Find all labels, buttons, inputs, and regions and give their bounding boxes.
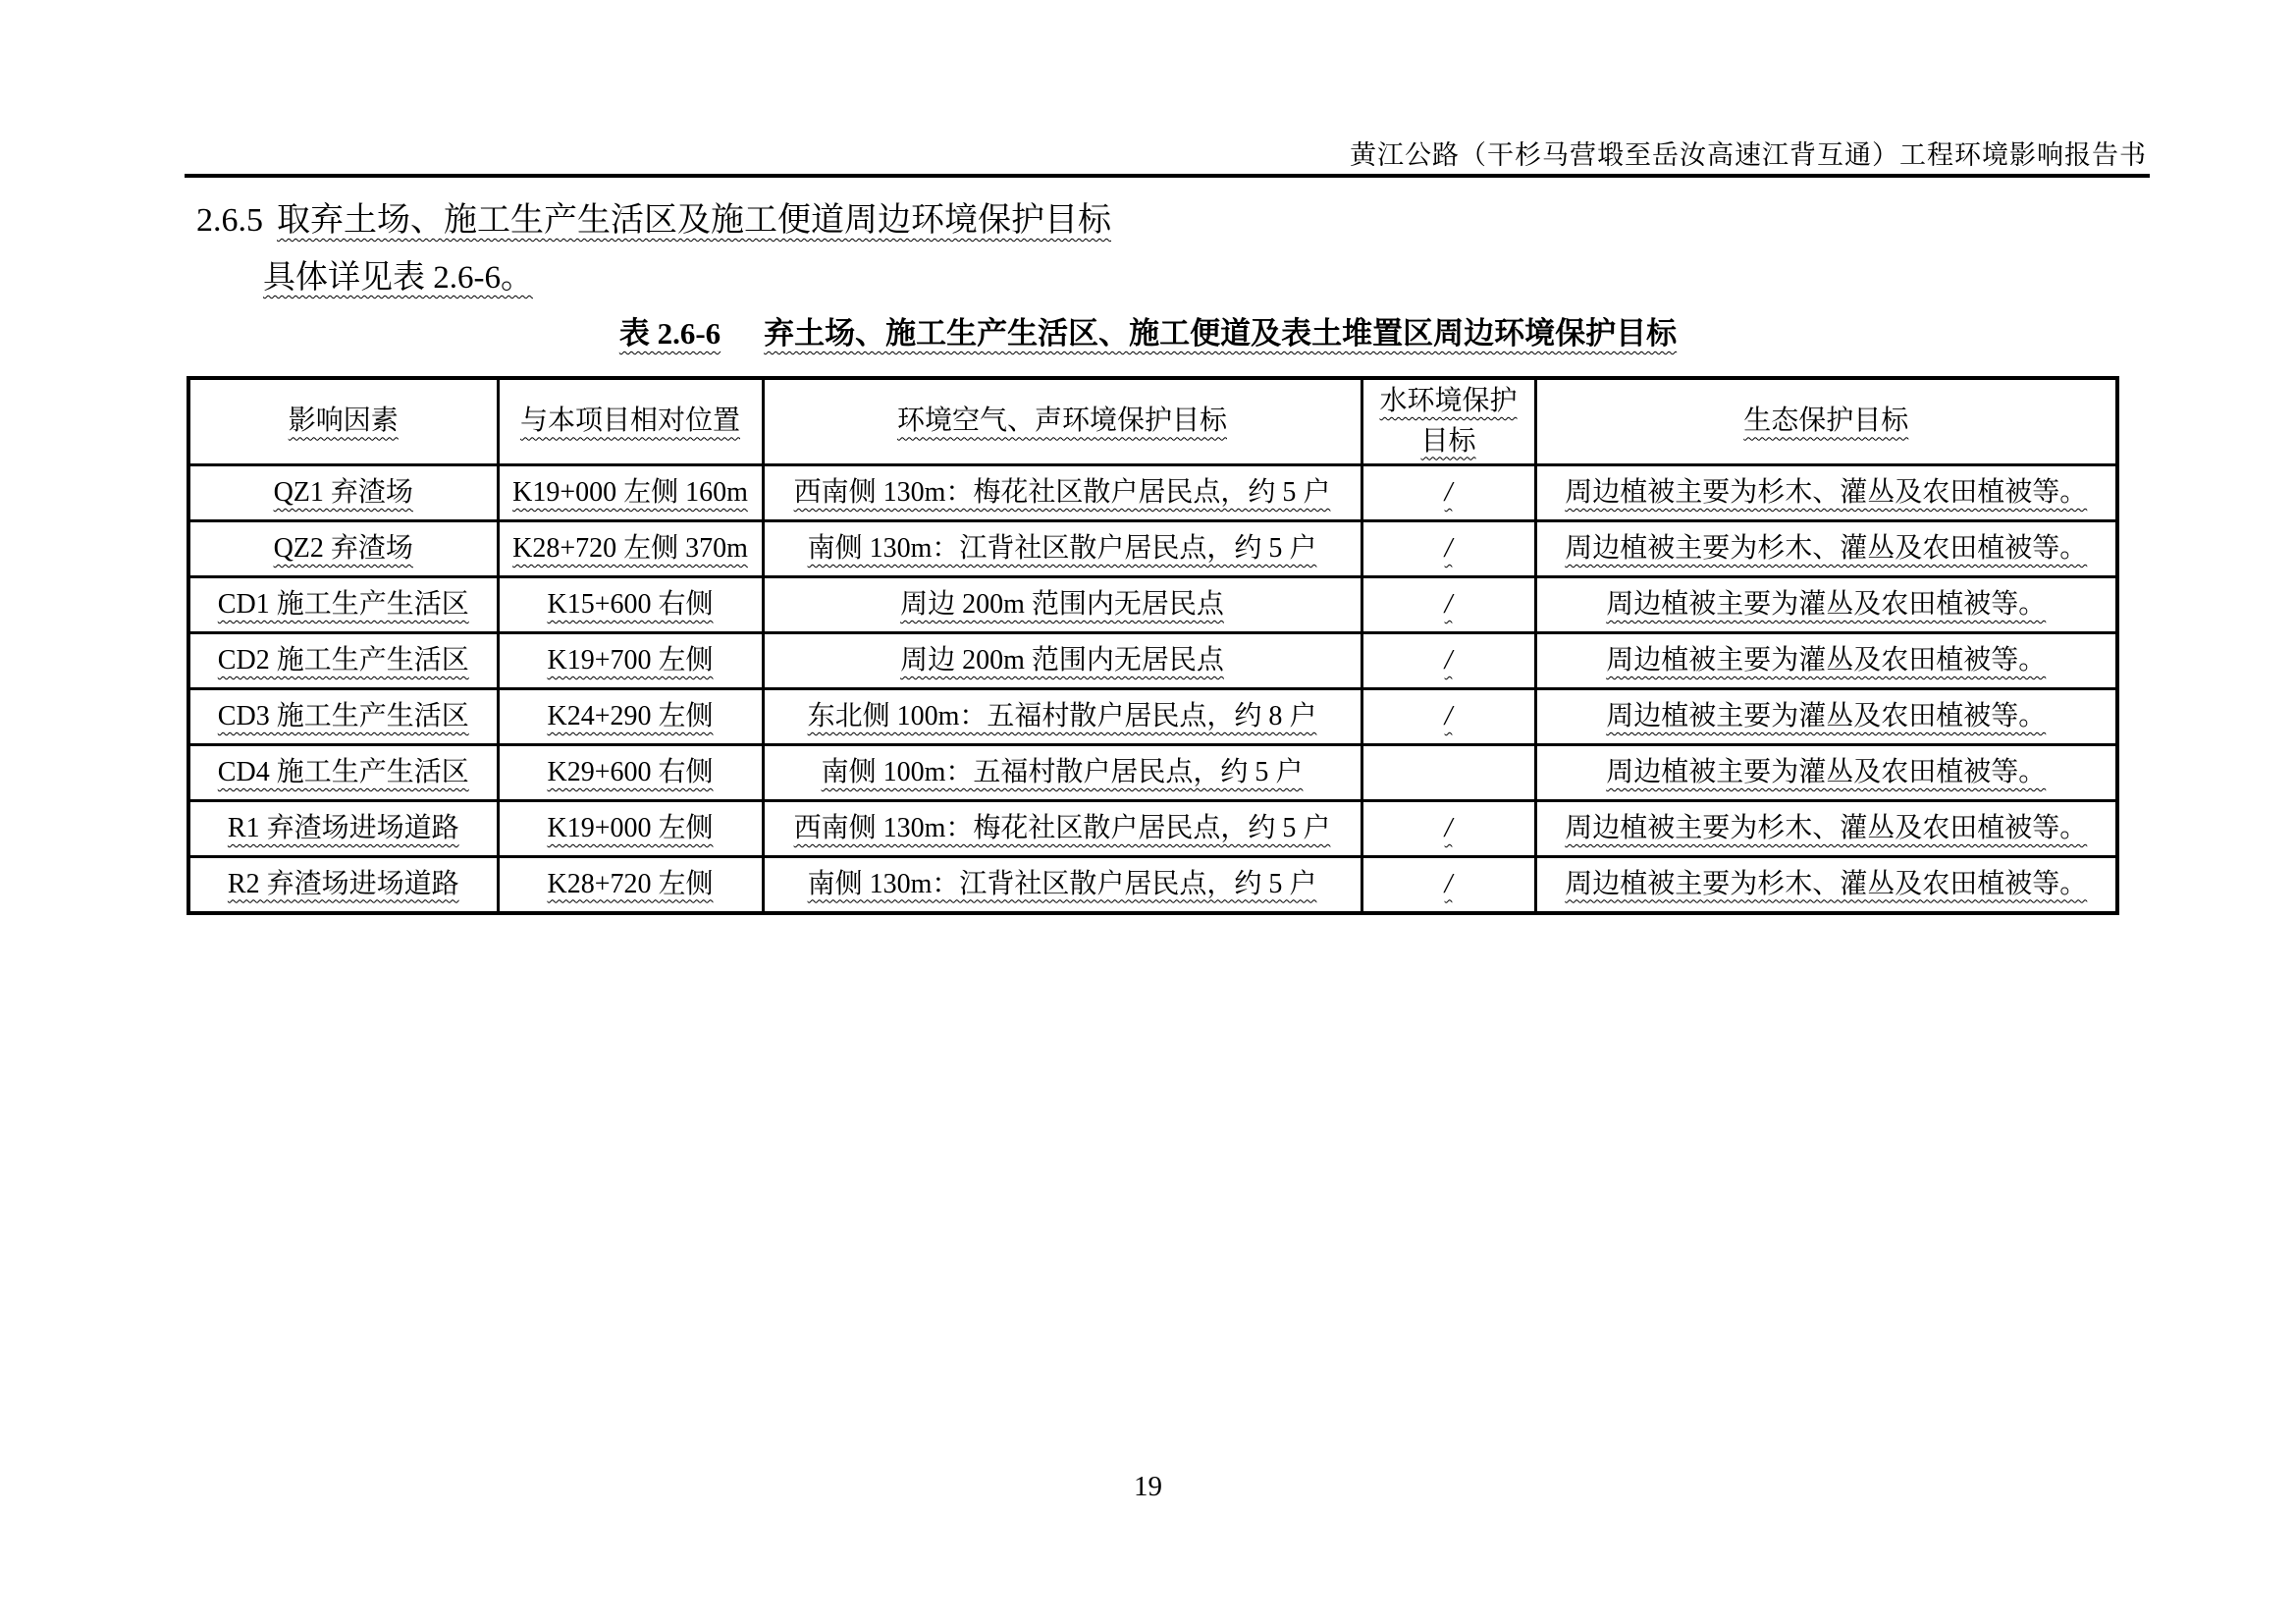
protection-targets-table <box>187 376 2119 915</box>
intro-text: 具体详见表 2.6-6。 <box>263 260 533 296</box>
section-title: 取弃土场、施工生产生活区及施工便道周边环境保护目标 <box>277 202 1111 239</box>
cell-factor: CD1 施工生产生活区 <box>188 577 498 633</box>
cell-air-noise: 周边 200m 范围内无居民点 <box>763 633 1362 689</box>
table-row <box>188 633 2117 689</box>
section-number: 2.6.5 <box>196 202 263 239</box>
table-row <box>188 577 2117 633</box>
cell-factor: CD3 施工生产生活区 <box>188 689 498 745</box>
table-header-row <box>188 378 2117 465</box>
cell-factor: R2 弃渣场进场道路 <box>188 857 498 913</box>
header-rule <box>185 174 2150 178</box>
cell-position: K24+290 左侧 <box>498 689 763 745</box>
cell-water: / <box>1362 689 1535 745</box>
cell-position: K19+000 左侧 160m <box>498 465 763 521</box>
cell-position: K19+000 左侧 <box>498 801 763 857</box>
cell-air-noise: 南侧 130m：江背社区散户居民点，约 5 户 <box>763 521 1362 577</box>
cell-ecology: 周边植被主要为杉木、灌丛及农田植被等。 <box>1535 465 2117 521</box>
cell-factor: CD4 施工生产生活区 <box>188 745 498 801</box>
cell-ecology: 周边植被主要为杉木、灌丛及农田植被等。 <box>1535 521 2117 577</box>
cell-water: / <box>1362 857 1535 913</box>
column-header-position: 与本项目相对位置 <box>498 378 763 465</box>
cell-factor: CD2 施工生产生活区 <box>188 633 498 689</box>
cell-ecology: 周边植被主要为杉木、灌丛及农田植被等。 <box>1535 801 2117 857</box>
section-heading <box>196 192 1111 241</box>
cell-ecology: 周边植被主要为灌丛及农田植被等。 <box>1535 577 2117 633</box>
cell-air-noise: 南侧 130m：江背社区散户居民点，约 5 户 <box>763 857 1362 913</box>
table-row <box>188 689 2117 745</box>
cell-position: K28+720 左侧 370m <box>498 521 763 577</box>
table-row <box>188 745 2117 801</box>
cell-water: / <box>1362 465 1535 521</box>
cell-water <box>1362 745 1535 801</box>
running-header <box>1350 134 2147 172</box>
table-body <box>188 465 2117 913</box>
table-caption-label: 表 2.6-6 <box>618 316 721 351</box>
cell-factor: QZ1 弃渣场 <box>188 465 498 521</box>
cell-air-noise: 东北侧 100m：五福村散户居民点，约 8 户 <box>763 689 1362 745</box>
column-header-factor: 影响因素 <box>188 378 498 465</box>
table-caption <box>0 308 2296 352</box>
column-header-ecology: 生态保护目标 <box>1535 378 2117 465</box>
running-header-text: 黄江公路（干杉马营塅至岳汝高速江背互通）工程环境影响报告书 <box>1350 140 2147 170</box>
intro-line <box>263 251 533 298</box>
cell-air-noise: 周边 200m 范围内无居民点 <box>763 577 1362 633</box>
column-header-water: 水环境保护目标 <box>1362 378 1535 465</box>
table-row <box>188 521 2117 577</box>
cell-ecology: 周边植被主要为灌丛及农田植被等。 <box>1535 633 2117 689</box>
cell-factor: R1 弃渣场进场道路 <box>188 801 498 857</box>
cell-position: K28+720 左侧 <box>498 857 763 913</box>
table-row <box>188 857 2117 913</box>
cell-water: / <box>1362 577 1535 633</box>
table-row <box>188 465 2117 521</box>
cell-air-noise: 西南侧 130m：梅花社区散户居民点，约 5 户 <box>763 465 1362 521</box>
cell-ecology: 周边植被主要为杉木、灌丛及农田植被等。 <box>1535 857 2117 913</box>
cell-position: K29+600 右侧 <box>498 745 763 801</box>
cell-position: K15+600 右侧 <box>498 577 763 633</box>
table-caption-title: 弃土场、施工生产生活区、施工便道及表土堆置区周边环境保护目标 <box>764 316 1678 351</box>
cell-water: / <box>1362 633 1535 689</box>
page-number: 19 <box>1134 1471 1162 1502</box>
cell-air-noise: 南侧 100m：五福村散户居民点，约 5 户 <box>763 745 1362 801</box>
cell-ecology: 周边植被主要为灌丛及农田植被等。 <box>1535 745 2117 801</box>
cell-position: K19+700 左侧 <box>498 633 763 689</box>
cell-factor: QZ2 弃渣场 <box>188 521 498 577</box>
cell-water: / <box>1362 801 1535 857</box>
cell-air-noise: 西南侧 130m：梅花社区散户居民点，约 5 户 <box>763 801 1362 857</box>
cell-ecology: 周边植被主要为灌丛及农田植被等。 <box>1535 689 2117 745</box>
cell-water: / <box>1362 521 1535 577</box>
column-header-air-noise: 环境空气、声环境保护目标 <box>763 378 1362 465</box>
table-row <box>188 801 2117 857</box>
